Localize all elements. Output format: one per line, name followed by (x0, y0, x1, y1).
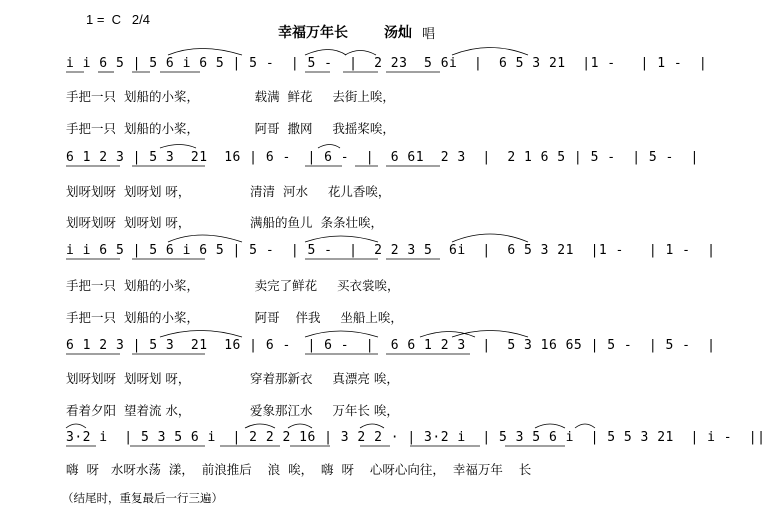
footnote: （结尾时，重复最后一行三遍） (62, 491, 223, 505)
lyric-line-2-verse-2: 划呀划呀 划呀划 呀， 满船的鱼儿 条条壮唉， (66, 215, 383, 230)
lyric-line-2-verse-1: 划呀划呀 划呀划 呀， 清清 河水 花儿香唉， (66, 184, 391, 199)
key-signature: 1 = C 2/4 (86, 12, 150, 27)
lyric-line-1-verse-2: 手把一只 划船的小桨， 阿哥 撒网 我摇桨唉， (66, 121, 395, 136)
lyric-line-3-verse-1: 手把一只 划船的小桨， 卖完了鲜花 买衣裳唉， (66, 278, 400, 293)
notation-line-4: 6 1 2 3 | 5 3 21 16 | 6 - | 6 - | 6 6 1 2 3 | 5 3 16 65 | 5 - | 5 - | (66, 338, 716, 353)
notation-line-3: i i 6 5 | 5 6 i 6 5 | 5 - | 5 - | 2 2 3 5 6i | 6 5 3 21 |1 - | 1 - | (66, 243, 716, 258)
lyric-line-1-verse-1: 手把一只 划船的小桨， 载满 鲜花 去街上唉， (66, 89, 395, 104)
sing-label: 唱 (422, 27, 436, 42)
notation-line-2: 6 1 2 3 | 5 3 21 16 | 6 - | 6 - | 6 61 2 3 | 2 1 6 5 | 5 - | 5 - | (66, 150, 699, 165)
lyric-line-3-verse-2: 手把一只 划船的小桨， 阿哥 伴我 坐船上唉， (66, 310, 403, 325)
notation-line-1: i i 6 5 | 5 6 i 6 5 | 5 - | 5 - | 2 23 5 6i | 6 5 3 21 |1 - | 1 - | (66, 56, 708, 71)
singer-name: 汤灿 (384, 25, 412, 41)
notation-line-5: 3·2 i | 5 3 5 6 i | 2 2 2 16 | 3 2 2 · | 3·2 i | 5 3 5 6 i | 5 5 3 21 | i - || (66, 430, 765, 445)
song-title: 幸福万年长 (278, 25, 348, 41)
lyric-line-4-verse-2: 看着夕阳 望着流 水， 爱象那江水 万年长 唉， (66, 403, 399, 418)
lyric-line-5: 嗨 呀 水呀水荡 漾， 前浪推后 浪 唉， 嗨 呀 心呀心向往， 幸福万年 长 (66, 462, 532, 477)
lyric-line-4-verse-1: 划呀划呀 划呀划 呀， 穿着那新衣 真漂亮 唉， (66, 371, 399, 386)
